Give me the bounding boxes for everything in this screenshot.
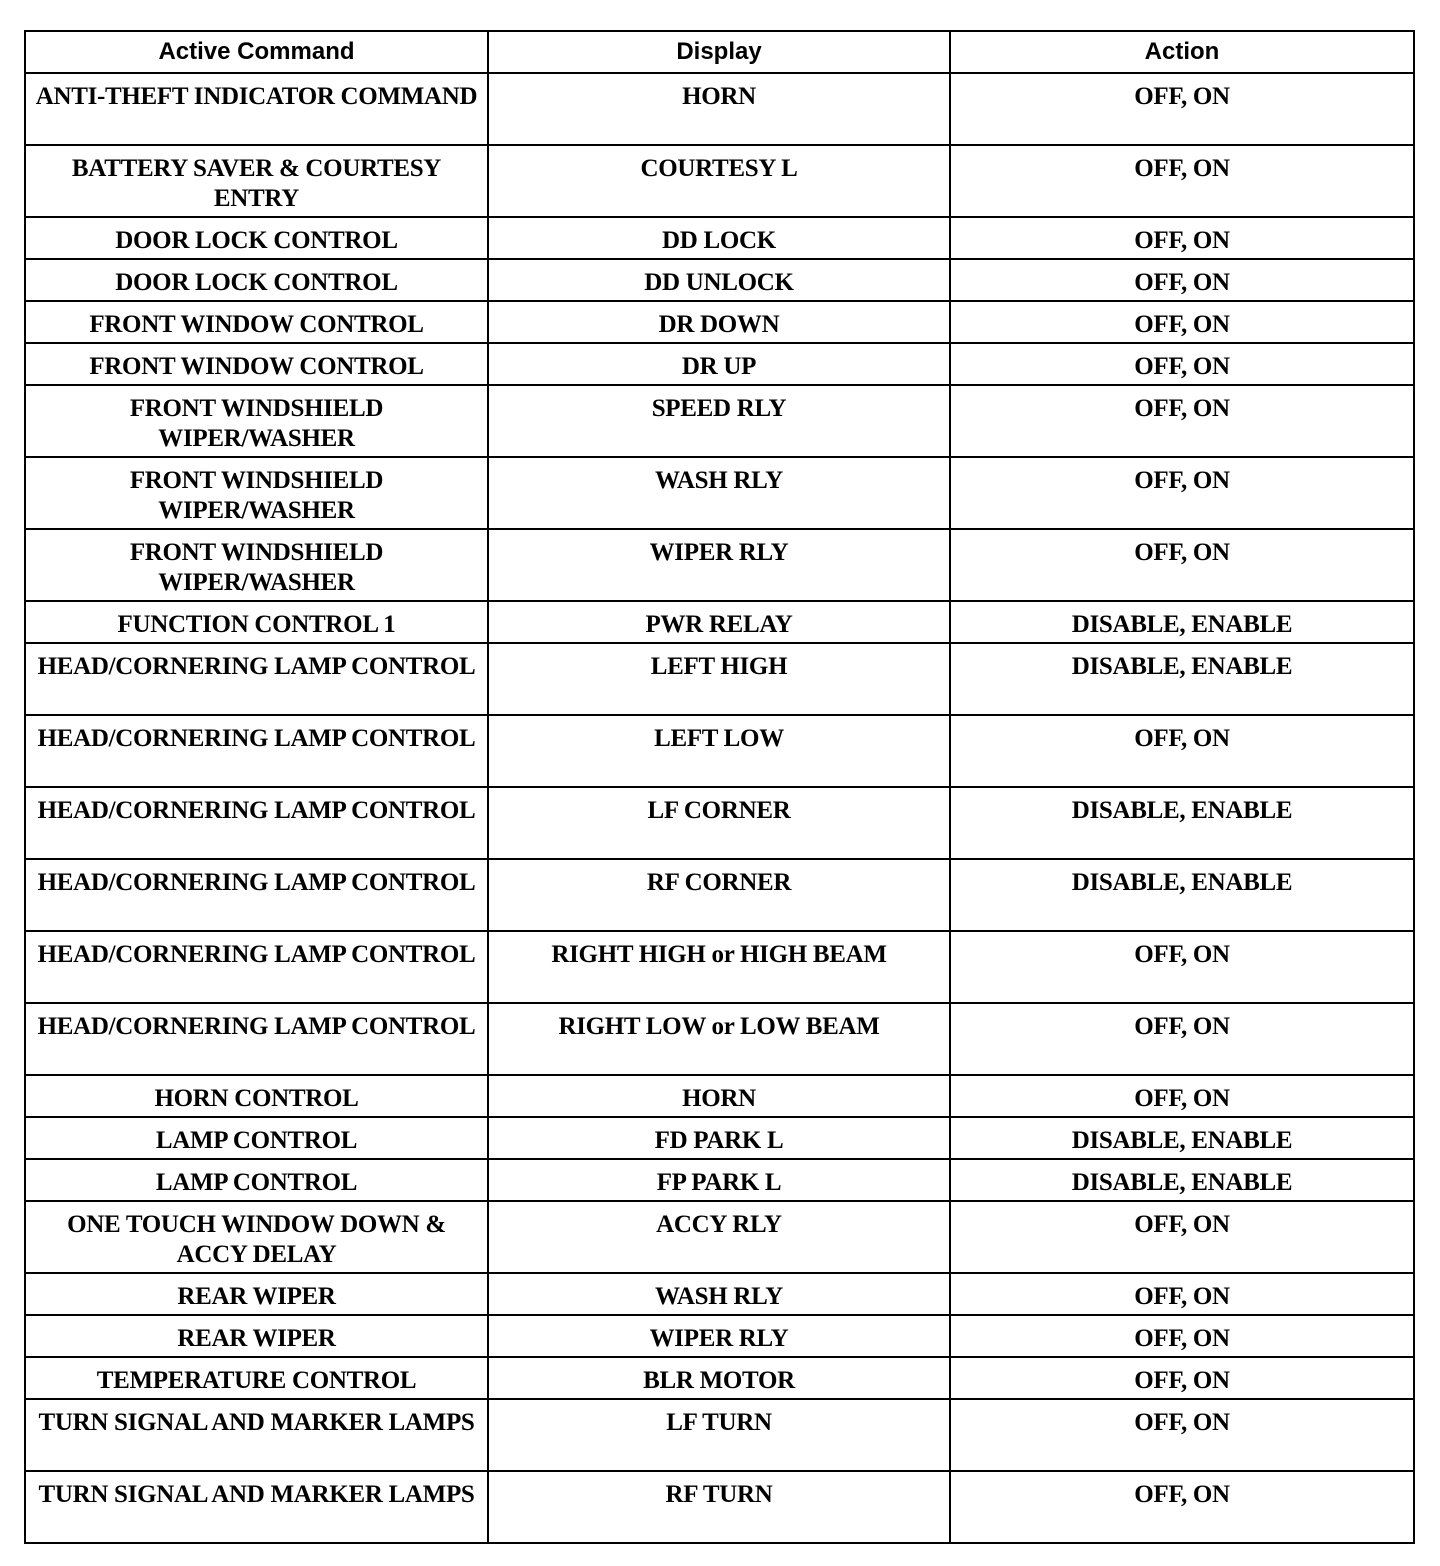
cell-action: OFF, ON <box>950 385 1414 457</box>
cell-command: DOOR LOCK CONTROL <box>25 259 488 301</box>
cell-action: OFF, ON <box>950 715 1414 787</box>
table-row <box>25 601 1414 643</box>
cell-display: WIPER RLY <box>488 1315 950 1357</box>
cell-command: DOOR LOCK CONTROL <box>25 217 488 259</box>
cell-display: LEFT HIGH <box>488 643 950 715</box>
active-command-table <box>24 30 1415 1544</box>
cell-command: FRONT WINDSHIELD WIPER/WASHER <box>25 529 488 601</box>
cell-display: COURTESY L <box>488 145 950 217</box>
header-active-command: Active Command <box>25 31 488 73</box>
cell-action: OFF, ON <box>950 529 1414 601</box>
cell-action: OFF, ON <box>950 1471 1414 1543</box>
cell-command: FRONT WINDOW CONTROL <box>25 301 488 343</box>
cell-action: OFF, ON <box>950 301 1414 343</box>
cell-command: HEAD/CORNERING LAMP CONTROL <box>25 859 488 931</box>
header-display: Display <box>488 31 950 73</box>
table-row <box>25 1201 1414 1273</box>
cell-command: FRONT WINDSHIELD WIPER/WASHER <box>25 385 488 457</box>
table-row <box>25 385 1414 457</box>
table-row <box>25 1159 1414 1201</box>
table-row <box>25 1117 1414 1159</box>
cell-action: OFF, ON <box>950 343 1414 385</box>
table-row <box>25 217 1414 259</box>
table-row <box>25 259 1414 301</box>
cell-command: HEAD/CORNERING LAMP CONTROL <box>25 643 488 715</box>
cell-command: LAMP CONTROL <box>25 1117 488 1159</box>
cell-command: HEAD/CORNERING LAMP CONTROL <box>25 1003 488 1075</box>
cell-action: DISABLE, ENABLE <box>950 643 1414 715</box>
cell-display: DD UNLOCK <box>488 259 950 301</box>
cell-display: SPEED RLY <box>488 385 950 457</box>
cell-action: OFF, ON <box>950 145 1414 217</box>
cell-display: HORN <box>488 1075 950 1117</box>
table-row <box>25 1399 1414 1471</box>
cell-display: RF TURN <box>488 1471 950 1543</box>
cell-action: DISABLE, ENABLE <box>950 1159 1414 1201</box>
cell-display: DR DOWN <box>488 301 950 343</box>
table-row <box>25 643 1414 715</box>
cell-action: OFF, ON <box>950 259 1414 301</box>
table-row <box>25 1003 1414 1075</box>
cell-display: WIPER RLY <box>488 529 950 601</box>
cell-action: OFF, ON <box>950 1075 1414 1117</box>
header-row <box>25 31 1414 73</box>
table-row <box>25 1357 1414 1399</box>
cell-action: DISABLE, ENABLE <box>950 1117 1414 1159</box>
cell-command: FRONT WINDOW CONTROL <box>25 343 488 385</box>
cell-display: FD PARK L <box>488 1117 950 1159</box>
cell-command: BATTERY SAVER & COURTESY ENTRY <box>25 145 488 217</box>
cell-action: OFF, ON <box>950 217 1414 259</box>
table-row <box>25 1471 1414 1543</box>
cell-action: OFF, ON <box>950 1357 1414 1399</box>
table-row <box>25 859 1414 931</box>
table-row <box>25 457 1414 529</box>
cell-command: REAR WIPER <box>25 1315 488 1357</box>
cell-command: ANTI-THEFT INDICATOR COMMAND <box>25 73 488 145</box>
cell-action: DISABLE, ENABLE <box>950 859 1414 931</box>
table-row <box>25 343 1414 385</box>
cell-display: BLR MOTOR <box>488 1357 950 1399</box>
table-row <box>25 787 1414 859</box>
cell-command: ONE TOUCH WINDOW DOWN & ACCY DELAY <box>25 1201 488 1273</box>
cell-command: HEAD/CORNERING LAMP CONTROL <box>25 787 488 859</box>
table-row <box>25 931 1414 1003</box>
cell-action: OFF, ON <box>950 931 1414 1003</box>
cell-command: HEAD/CORNERING LAMP CONTROL <box>25 715 488 787</box>
cell-display: ACCY RLY <box>488 1201 950 1273</box>
cell-display: LF TURN <box>488 1399 950 1471</box>
cell-display: LF CORNER <box>488 787 950 859</box>
cell-command: REAR WIPER <box>25 1273 488 1315</box>
table-row <box>25 73 1414 145</box>
cell-command: LAMP CONTROL <box>25 1159 488 1201</box>
cell-command: FUNCTION CONTROL 1 <box>25 601 488 643</box>
cell-display: WASH RLY <box>488 457 950 529</box>
cell-action: OFF, ON <box>950 1315 1414 1357</box>
cell-display: FP PARK L <box>488 1159 950 1201</box>
cell-display: DD LOCK <box>488 217 950 259</box>
cell-action: DISABLE, ENABLE <box>950 601 1414 643</box>
cell-display: RIGHT HIGH or HIGH BEAM <box>488 931 950 1003</box>
cell-display: LEFT LOW <box>488 715 950 787</box>
cell-command: HEAD/CORNERING LAMP CONTROL <box>25 931 488 1003</box>
cell-action: OFF, ON <box>950 1201 1414 1273</box>
cell-command: HORN CONTROL <box>25 1075 488 1117</box>
cell-action: OFF, ON <box>950 1273 1414 1315</box>
header-action: Action <box>950 31 1414 73</box>
cell-action: OFF, ON <box>950 457 1414 529</box>
cell-display: HORN <box>488 73 950 145</box>
table-row <box>25 1315 1414 1357</box>
cell-action: DISABLE, ENABLE <box>950 787 1414 859</box>
cell-display: DR UP <box>488 343 950 385</box>
table-row <box>25 715 1414 787</box>
cell-command: TURN SIGNAL AND MARKER LAMPS <box>25 1399 488 1471</box>
cell-action: OFF, ON <box>950 73 1414 145</box>
cell-display: WASH RLY <box>488 1273 950 1315</box>
cell-action: OFF, ON <box>950 1399 1414 1471</box>
table-row <box>25 145 1414 217</box>
table-row <box>25 1273 1414 1315</box>
table-row <box>25 301 1414 343</box>
table-row <box>25 529 1414 601</box>
cell-action: OFF, ON <box>950 1003 1414 1075</box>
cell-display: PWR RELAY <box>488 601 950 643</box>
cell-display: RF CORNER <box>488 859 950 931</box>
cell-display: RIGHT LOW or LOW BEAM <box>488 1003 950 1075</box>
cell-command: TEMPERATURE CONTROL <box>25 1357 488 1399</box>
cell-command: TURN SIGNAL AND MARKER LAMPS <box>25 1471 488 1543</box>
cell-command: FRONT WINDSHIELD WIPER/WASHER <box>25 457 488 529</box>
table-row <box>25 1075 1414 1117</box>
